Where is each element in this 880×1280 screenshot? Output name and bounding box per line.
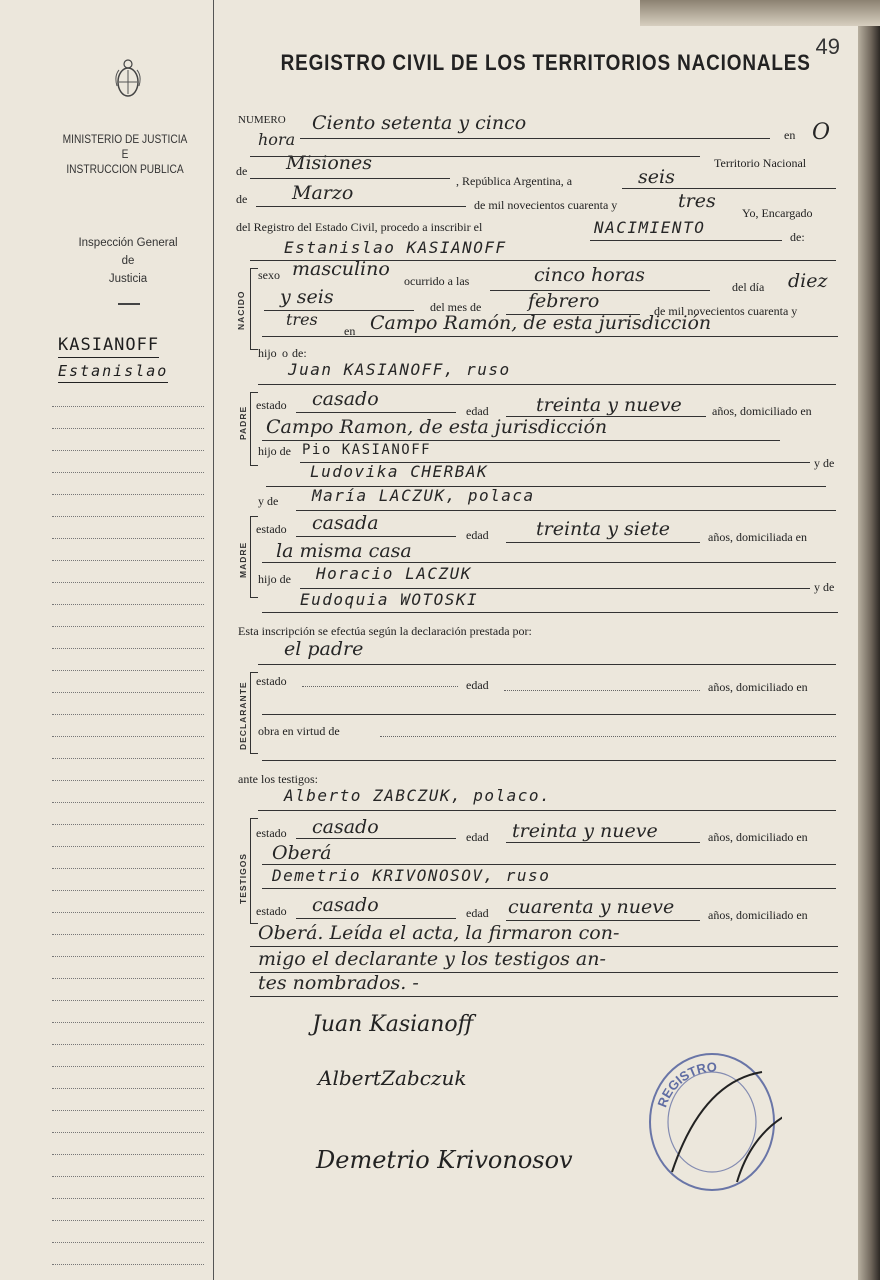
testigo2-edad-value: cuarenta y nueve [508, 896, 675, 918]
nacido-section-label: NACIDO [236, 290, 246, 330]
declarante-domicilio-line [262, 714, 836, 715]
hijo-label: hijo [258, 346, 277, 360]
declarante-estado-line [302, 686, 458, 687]
madre-line [296, 510, 836, 511]
hijo-de-suffix: de: [292, 346, 307, 360]
declarante-section-label: DECLARANTE [238, 681, 248, 750]
mes-line [256, 206, 466, 207]
testigo2-estado-value: casado [312, 894, 379, 916]
margin-rule [52, 1154, 204, 1155]
nombre-value: Estanislao KASIANOFF [284, 238, 507, 257]
cierre-line-2: migo el declarante y los testigos an- [258, 948, 606, 970]
cierre-rule-3 [250, 996, 838, 997]
sexo-label: sexo [258, 268, 280, 282]
margin-rule [52, 626, 204, 627]
padre-value: Juan KASIANOFF, ruso [288, 360, 511, 379]
ministry-line: INSTRUCCION PUBLICA [66, 162, 184, 176]
hora-nac-line [490, 290, 710, 291]
del-dia-label: del día [732, 280, 765, 294]
testigo1-estado-value: casado [312, 816, 379, 838]
hijo-o-value: o [282, 346, 288, 360]
mes-value: Marzo [292, 182, 354, 204]
inspection-line: Inspección General [78, 237, 178, 249]
tipo-value: NACIMIENTO [594, 218, 706, 237]
lugar-nac-value: Campo Ramón, de esta jurisdicción [370, 312, 712, 334]
ministry-line: MINISTERIO DE JUSTICIA [62, 132, 188, 146]
padre-edad-label: edad [466, 404, 489, 418]
margin-rule [52, 1000, 204, 1001]
margin-rule [52, 494, 204, 495]
testigos-section-label: TESTIGOS [238, 853, 248, 904]
madre-y-de-label2: y de [814, 580, 835, 594]
dia-nac-value: diez [788, 270, 828, 292]
ocurrido-label: ocurrido a las [404, 274, 470, 288]
testigo1-edad-value: treinta y nueve [512, 820, 658, 842]
official-stamp [642, 1042, 782, 1192]
madre-hijo-de-label: hijo de [258, 572, 291, 586]
margin-rule [52, 1022, 204, 1023]
margin-rule [52, 582, 204, 583]
testigo2-estado-line [296, 918, 456, 919]
testigo2-estado-label: estado [256, 904, 287, 918]
margin-rule [52, 516, 204, 517]
margin-rule [52, 956, 204, 957]
margin-rule [52, 472, 204, 473]
numero-label: NUMERO [238, 114, 286, 126]
ministry-heading [53, 132, 198, 177]
madre-estado-line [296, 536, 456, 537]
madre-estado-label: estado [256, 522, 287, 536]
margin-rule [52, 912, 204, 913]
margin-rule [52, 758, 204, 759]
testigo1-value: Alberto ZABCZUK, polaco. [284, 786, 552, 805]
testigo1-domicilio-line [262, 864, 836, 865]
margin-given-name: Estanislao [58, 362, 168, 383]
ministry-line: E [121, 147, 129, 161]
svg-text:REGISTRO [654, 1059, 717, 1109]
margin-rule [52, 1198, 204, 1199]
cierre-line-3: tes nombrados. - [258, 972, 419, 994]
margin-rule [52, 714, 204, 715]
republica-label: , República Argentina, a [456, 174, 573, 188]
testigo2-value: Demetrio KRIVONOSOV, ruso [272, 866, 551, 885]
margin-rule [52, 670, 204, 671]
document-title: REGISTRO CIVIL DE LOS TERRITORIOS NACIONALES [280, 50, 811, 75]
page-number: 49 [815, 34, 840, 59]
testigo2-line [262, 888, 836, 889]
margin-rule [52, 736, 204, 737]
margin-rule [52, 560, 204, 561]
padre-hijo-de-label: hijo de [258, 444, 291, 458]
anio-value: tres [678, 190, 716, 212]
madre-madre-line [262, 612, 838, 613]
de-colon-label: de: [790, 230, 805, 244]
obra-en-virtud-label: obra en virtud de [258, 724, 340, 738]
sexo-value: masculino [292, 258, 390, 280]
margin-rule [52, 1132, 204, 1133]
margin-rule [52, 846, 204, 847]
nacido-brace [250, 268, 258, 350]
testigo2-edad-line [506, 920, 700, 921]
margin-rule [52, 1088, 204, 1089]
madre-estado-value: casada [312, 512, 379, 534]
madre-value: María LACZUK, polaca [312, 486, 535, 505]
padre-estado-value: casado [312, 388, 379, 410]
declarante-anos-label: años, domiciliado en [708, 680, 808, 694]
anio-nac-value: tres [286, 310, 318, 329]
declarante-edad-label: edad [466, 678, 489, 692]
del-mes-label: del mes de [430, 300, 482, 314]
margin-rule [52, 868, 204, 869]
margin-surname: KASIANOFF [58, 335, 159, 358]
margin-rule [52, 1110, 204, 1111]
madre-padre-line [300, 588, 810, 589]
testigo2-anos-label: años, domiciliado en [708, 908, 808, 922]
madre-anos-label: años, domiciliada en [708, 530, 807, 544]
margin-rule [52, 1264, 204, 1265]
inspection-line: Justicia [108, 273, 148, 285]
padre-padre-value: Pio KASIANOFF [302, 442, 432, 458]
de-label-mes: de [236, 192, 248, 206]
inspection-line: de [121, 255, 135, 267]
padre-edad-value: treinta y nueve [536, 394, 682, 416]
signature-testigo1: AlbertZabczuk [318, 1066, 467, 1090]
numero-value: Ciento setenta y cinco [312, 112, 527, 134]
padre-madre-value: Ludovika CHERBAK [310, 462, 489, 481]
dia-value: seis [638, 166, 675, 188]
margin-rule [52, 692, 204, 693]
ante-testigos-label: ante los testigos: [238, 772, 318, 786]
page-edge-shadow [640, 0, 880, 26]
margin-rule [52, 406, 204, 407]
stamp-text: REGISTRO [654, 1059, 718, 1110]
de-mil-cuarenta-label: de mil novecientos cuarenta y [654, 304, 798, 318]
testigo2-edad-label: edad [466, 906, 489, 920]
margin-rule [52, 824, 204, 825]
en-value: O [812, 120, 831, 145]
margin-rule [52, 604, 204, 605]
territorio-line [250, 178, 450, 179]
margin-rule [52, 934, 204, 935]
testigo1-line [258, 810, 836, 811]
del-registro-label: del Registro del Estado Civil, procedo a inscribir el [236, 220, 483, 234]
page-edge [858, 0, 880, 1280]
de-label-territorio: de [236, 164, 248, 178]
coat-of-arms-icon [114, 56, 142, 100]
margin-rule [52, 1044, 204, 1045]
margin-rule [52, 648, 204, 649]
madre-madre-value: Eudoquia WOTOSKI [300, 590, 479, 609]
margin-dash [118, 303, 140, 305]
hora-value: hora [258, 130, 296, 149]
padre-estado-label: estado [256, 398, 287, 412]
cierre-rule-1 [250, 946, 838, 947]
madre-domicilio-line [262, 562, 836, 563]
testigo1-estado-label: estado [256, 826, 287, 840]
dia-nac2-value: y seis [280, 286, 334, 308]
declarante-line [258, 664, 836, 665]
padre-domicilio-line [262, 440, 780, 441]
testigo1-anos-label: años, domiciliado en [708, 830, 808, 844]
obra-en-virtud-line [380, 736, 836, 737]
madre-section-label: MADRE [238, 541, 248, 578]
hora-nac-value: cinco horas [534, 264, 645, 286]
madre-domicilio-value: la misma casa [276, 540, 412, 562]
yo-encargado-label: Yo, Encargado [742, 206, 813, 220]
margin-rule [52, 978, 204, 979]
margin-rule [52, 890, 204, 891]
margin-rule [52, 802, 204, 803]
declarante-extra-line [262, 760, 836, 761]
tipo-line [590, 240, 782, 241]
padre-anos-label: años, domiciliado en [712, 404, 812, 418]
declarante-estado-label: estado [256, 674, 287, 688]
de-mil-label: de mil novecientos cuarenta y [474, 198, 618, 212]
signature-testigo2: Demetrio Krivonosov [316, 1146, 573, 1174]
hora-line [250, 156, 700, 157]
cierre-line-1: Oberá. Leída el acta, la firmaron con- [258, 922, 620, 944]
esta-inscripcion-label: Esta inscripción se efectúa según la declaración prestada por: [238, 624, 532, 638]
signature-padre: Juan Kasianoff [312, 1012, 474, 1037]
en-place-label: en [344, 324, 356, 338]
inspection-heading [58, 234, 198, 288]
margin-rule [52, 1220, 204, 1221]
padre-estado-line [296, 412, 456, 413]
declarante-value: el padre [284, 638, 364, 660]
margin-rule [52, 1176, 204, 1177]
padre-domicilio-value: Campo Ramon, de esta jurisdicción [266, 416, 608, 438]
lugar-nac-line [262, 336, 838, 337]
padre-section-label: PADRE [238, 405, 248, 440]
margin-rule [52, 780, 204, 781]
testigo1-edad-label: edad [466, 830, 489, 844]
margin-rule [52, 1242, 204, 1243]
padre-y-de-label: y de [814, 456, 835, 470]
mes-nac-value: febrero [528, 290, 600, 312]
margin-rule [52, 450, 204, 451]
en-label: en [784, 128, 796, 142]
padre-line [258, 384, 836, 385]
testigo1-domicilio-value: Oberá [272, 842, 332, 864]
margin-rule [52, 538, 204, 539]
madre-edad-value: treinta y siete [536, 518, 671, 540]
margin-rule [52, 1066, 204, 1067]
numero-line [300, 138, 770, 139]
territorio-value: Misiones [286, 152, 373, 174]
territorio-label: Territorio Nacional [714, 156, 807, 170]
testigo1-edad-line [506, 842, 700, 843]
testigo1-estado-line [296, 838, 456, 839]
madre-padre-value: Horacio LACZUK [316, 564, 472, 583]
madre-y-de-label: y de [258, 494, 279, 508]
margin-rule [52, 428, 204, 429]
declarante-edad-line [504, 690, 700, 691]
madre-edad-label: edad [466, 528, 489, 542]
madre-edad-line [506, 542, 700, 543]
dia-line [622, 188, 836, 189]
